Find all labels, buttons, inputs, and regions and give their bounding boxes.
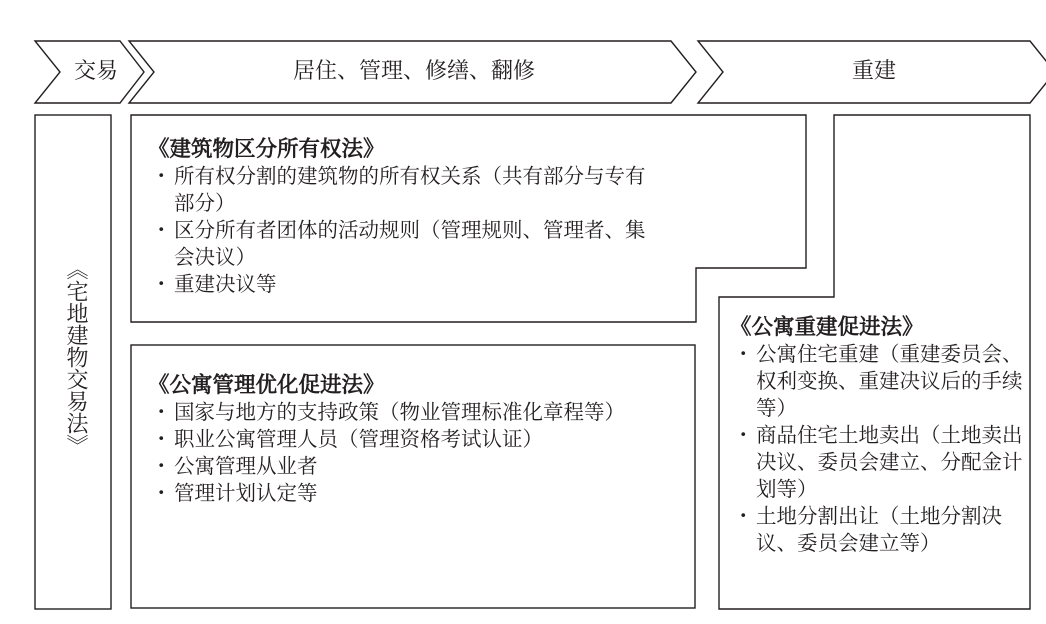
- list-item: [148, 217, 648, 271]
- law-condo-ownership: [148, 136, 648, 298]
- bullet-icon: ・: [733, 504, 754, 528]
- list-item: [730, 503, 1026, 557]
- bullet-icon: ・: [151, 218, 172, 242]
- bullet-icon: ・: [151, 454, 172, 478]
- law-items: [730, 341, 1026, 557]
- law-title: 《公寓重建促进法》: [730, 315, 924, 340]
- item-text: 商品住宅土地卖出（土地卖出决议、委员会建立、分配金计划等）: [756, 423, 1023, 501]
- left-law-title: 《宅地建物交易法》: [63, 258, 88, 456]
- item-text: 管理计划认定等: [174, 481, 318, 505]
- item-text: 职业公寓管理人员（管理资格考试认证）: [174, 427, 543, 451]
- bullet-icon: ・: [151, 400, 172, 424]
- list-item: [730, 341, 1026, 422]
- law-condo-management: [148, 372, 648, 507]
- item-text: 重建决议等: [174, 272, 277, 296]
- stage-living-label: 居住、管理、修缮、翻修: [292, 59, 535, 84]
- law-title: 《公寓管理优化促进法》: [148, 373, 385, 398]
- item-text: 国家与地方的支持政策（物业管理标准化章程等）: [174, 400, 625, 424]
- law-condo-rebuild: [730, 314, 1026, 557]
- bullet-icon: ・: [151, 164, 172, 188]
- list-item: [730, 422, 1026, 503]
- bullet-icon: ・: [151, 481, 172, 505]
- list-item: [148, 453, 648, 480]
- item-text: 所有权分割的建筑物的所有权关系（共有部分与专有部分）: [174, 164, 646, 215]
- law-items: [148, 163, 648, 298]
- law-items: [148, 399, 648, 507]
- bullet-icon: ・: [733, 342, 754, 366]
- list-item: [148, 426, 648, 453]
- item-text: 土地分割出让（土地分割决议、委员会建立等）: [756, 504, 1002, 555]
- list-item: [148, 399, 648, 426]
- bullet-icon: ・: [151, 272, 172, 296]
- stage-reconstruction-label: 重建: [851, 59, 896, 84]
- item-text: 区分所有者团体的活动规则（管理规则、管理者、集会决议）: [174, 218, 646, 269]
- bullet-icon: ・: [733, 423, 754, 447]
- item-text: 公寓住宅重建（重建委员会、权利变换、重建决议后的手续等）: [756, 342, 1023, 420]
- list-item: [148, 480, 648, 507]
- stage-transaction-label: 交易: [73, 59, 118, 84]
- law-title: 《建筑物区分所有权法》: [148, 137, 385, 162]
- list-item: [148, 163, 648, 217]
- bullet-icon: ・: [151, 427, 172, 451]
- list-item: [148, 271, 648, 298]
- item-text: 公寓管理从业者: [174, 454, 318, 478]
